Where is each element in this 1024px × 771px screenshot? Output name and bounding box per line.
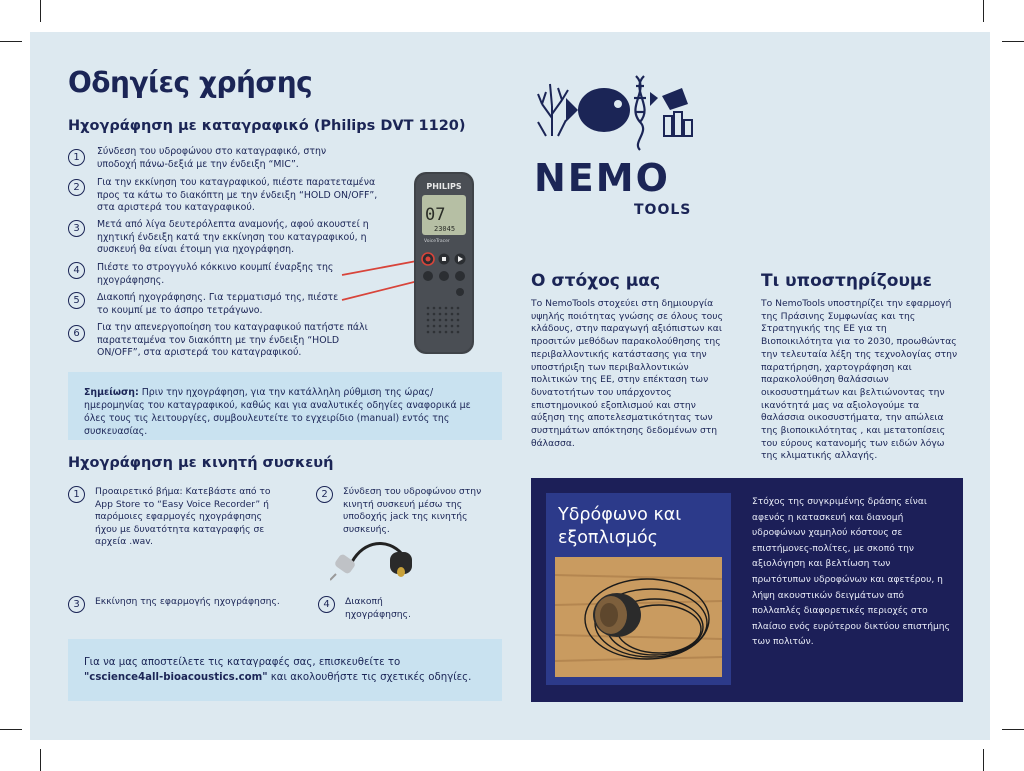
step-number: 4 bbox=[68, 262, 85, 279]
mobile-step-1: Προαιρετικό βήμα: Κατεβάστε από το App Store το “Easy Voice Recorder” ή παρόμοιες εφαρμογές ηχογράφησης ήχου με δυνατότητα καταγραφής σε αρχεία .wav. bbox=[95, 486, 271, 548]
hydrophone-center bbox=[600, 603, 618, 627]
step-number: 3 bbox=[68, 220, 85, 237]
mobile-heading: Ηχογράφηση με κινητή συσκευή bbox=[68, 455, 334, 471]
next-button bbox=[455, 271, 465, 281]
step-number: 1 bbox=[68, 149, 85, 166]
recorder-logo: VoiceTracer bbox=[424, 239, 450, 244]
brand-name: NEMO bbox=[534, 156, 670, 200]
support-heading: Τι υποστηρίζουμε bbox=[761, 271, 932, 291]
recorder-heading: Ηχογράφηση με καταγραφικό (Philips DVT 1120) bbox=[68, 118, 466, 134]
site-link[interactable]: "cscience4all-bioacoustics.com" bbox=[84, 672, 268, 683]
dna-icon bbox=[634, 76, 646, 150]
crop-mark bbox=[983, 749, 984, 771]
note-text bbox=[84, 386, 486, 438]
goal-heading: Ο στόχος μας bbox=[531, 271, 661, 291]
equipment-text: Στόχος της συγκριμένης δράσης είναι αφενός η κατασκευή και διανομή υδροφώνων χαμηλού κόστους σε επιστήμονες-πολίτες, με σκοπό την αξιολόγηση και βελτίωση των πρωτότυπων υδροφώνων και αφετέρου, η λήψη ακουστικών δειγμάτων από πολλαπλές διαφορετικές περιοχές στο πλαίσιο ενός ευρύτερου δικτύου επιστήμης των πολιτών. bbox=[752, 497, 950, 648]
recorder-brand: PHILIPS bbox=[426, 182, 462, 191]
step-number: 5 bbox=[68, 292, 85, 309]
recorder-step-5: Διακοπή ηχογράφησης. Για τερματισμό της, πιέστε το κουμπί με το άσπρο τετράγωνο. bbox=[97, 292, 339, 316]
step-number: 1 bbox=[68, 486, 85, 503]
crop-mark bbox=[1002, 41, 1024, 42]
send-line-2: και ακολουθήστε τις σχετικές οδηγίες. bbox=[267, 672, 472, 683]
mobile-step-4: Διακοπή ηχογράφησης. bbox=[345, 596, 411, 620]
step-number: 2 bbox=[68, 179, 85, 196]
step-number: 3 bbox=[68, 596, 85, 613]
recorder-step-1: Σύνδεση του υδροφώνου στο καταγραφικό, στην υποδοχή πάνω-δεξιά με την ένδειξη “MIC”. bbox=[97, 146, 327, 170]
step-number: 4 bbox=[318, 596, 335, 613]
socket-ring bbox=[397, 567, 405, 577]
jack-adapter-illustration bbox=[330, 532, 420, 584]
recorder-step-4: Πιέστε το στρογγυλό κόκκινο κουμπί έναρξης της ηχογράφησης. bbox=[97, 262, 334, 286]
arrow-line bbox=[342, 260, 422, 275]
send-text bbox=[84, 655, 486, 685]
crop-mark bbox=[40, 0, 41, 22]
note-body: Πριν την ηχογράφηση, για την κατάλληλη ρύθμιση της ώρας/ημερομηνίας του καταγραφικού, καθώς και για αναλυτικές οδηγίες αναφορικά με όλες τους τις λειτουργίες, συμβουλευτείτε το εγχειρίδιο (manual) εντός της συσκευασίας. bbox=[84, 387, 471, 437]
crop-mark bbox=[0, 41, 22, 42]
equipment-heading: Υδρόφωνο και εξοπλισμός bbox=[558, 505, 682, 548]
nemo-tools-logo bbox=[532, 66, 712, 226]
record-dot bbox=[426, 257, 431, 262]
screen-time: 23045 bbox=[434, 225, 456, 233]
small-fish-icon bbox=[662, 88, 688, 110]
page-title: Οδηγίες χρήσης bbox=[68, 66, 313, 99]
recorder-step-3: Μετά από λίγα δευτερόλεπτα αναμονής, αφού ακουστεί η ηχητική ένδειξη κατά την εκκίνηση του καταγραφικού, η συσκευή θα είναι έτοιμη για ηχογράφηση. bbox=[97, 219, 369, 256]
step-number: 6 bbox=[68, 325, 85, 342]
step-number: 2 bbox=[316, 486, 333, 503]
jack-pin bbox=[330, 574, 336, 580]
crop-mark bbox=[983, 0, 984, 22]
small-fish-tail bbox=[650, 92, 658, 106]
coral-icon bbox=[538, 84, 568, 136]
fish-tail bbox=[566, 98, 578, 122]
stop-square bbox=[442, 257, 446, 261]
fish-icon bbox=[578, 88, 630, 132]
brand-sub: TOOLS bbox=[634, 202, 692, 218]
send-box bbox=[68, 639, 502, 701]
tube-coral-icon bbox=[664, 112, 692, 136]
menu-button bbox=[423, 271, 433, 281]
crop-mark bbox=[0, 729, 22, 730]
crop-mark bbox=[1002, 729, 1024, 730]
fish-eye bbox=[614, 100, 622, 108]
send-line-1: Για να μας αποστείλετε τις καταγραφές σας, επισκευθείτε το bbox=[84, 657, 401, 668]
prev-button bbox=[439, 271, 449, 281]
jack-plug-left bbox=[334, 553, 357, 575]
hydrophone-photo bbox=[555, 557, 722, 677]
goal-text: Το NemoTools στοχεύει στη δημιουργία υψηλής ποιότητας γνώσης σε όλους τους κλάδους, στην παραγωγή αξιόπιστων και προσιτών μεθόδων παρακολούθησης της περιβαλλοντικής κατάστασης για την υποστήριξη των περιβαλλοντικών πολιτικών της ΕΕ, στην επέκταση των δυνατοτήτων του υπάρχοντος επιστημονικού εξοπλισμού και στην αύξηση της αποτελεσματικότητας των συστημάτων απόκτησης δεδομένων στη θάλασσα. bbox=[531, 298, 724, 449]
crop-mark bbox=[40, 749, 41, 771]
note-box bbox=[68, 372, 502, 440]
note-label: Σημείωση: bbox=[84, 387, 139, 398]
support-text: Το NemoTools υποστηρίζει την εφαρμογή της Πράσινης Συμφωνίας και της Στρατηγικής της ΕΕ για τη Βιοποικιλότητα για το 2030, προωθώντας την τελευταία λέξη της τεχνολογίας στην παρατήρηση, χαρτογράφηση και παρακολούθηση θαλάσσιων οικοσυστημάτων και βελτιώνοντας την ικανότητά μας να αξιολογούμε τα θαλάσσια οικοσυστήματα, την απώλεια της βιοποικιλότητας , και μετατοπίσεις του εύρους κατανομής των ειδών λόγω της κλιματικής αλλαγής. bbox=[761, 298, 958, 462]
screen-digits: 07 bbox=[425, 205, 446, 225]
mobile-step-2: Σύνδεση του υδροφώνου στην κινητή συσκευή μέσω της υποδοχής jack της κινητής συσκευής. bbox=[343, 486, 482, 535]
recorder-step-6: Για την απενεργοποίηση του καταγραφικού πατήστε πάλι παρατεταμένα τον διακόπτη με την ένδειξη “HOLD ON/OFF”, στα αριστερά του καταγραφικού. bbox=[97, 322, 368, 359]
mobile-step-3: Εκκίνηση της εφαρμογής ηχογράφησης. bbox=[95, 596, 280, 607]
recorder-step-2: Για την εκκίνηση του καταγραφικού, πιέστε παρατεταμένα προς τα κάτω το διακόπτη με την ένδειξη “HOLD ON/OFF”, στα αριστερά του καταγραφικού. bbox=[97, 177, 378, 214]
delete-button bbox=[456, 288, 464, 296]
voice-recorder-illustration bbox=[330, 168, 480, 358]
